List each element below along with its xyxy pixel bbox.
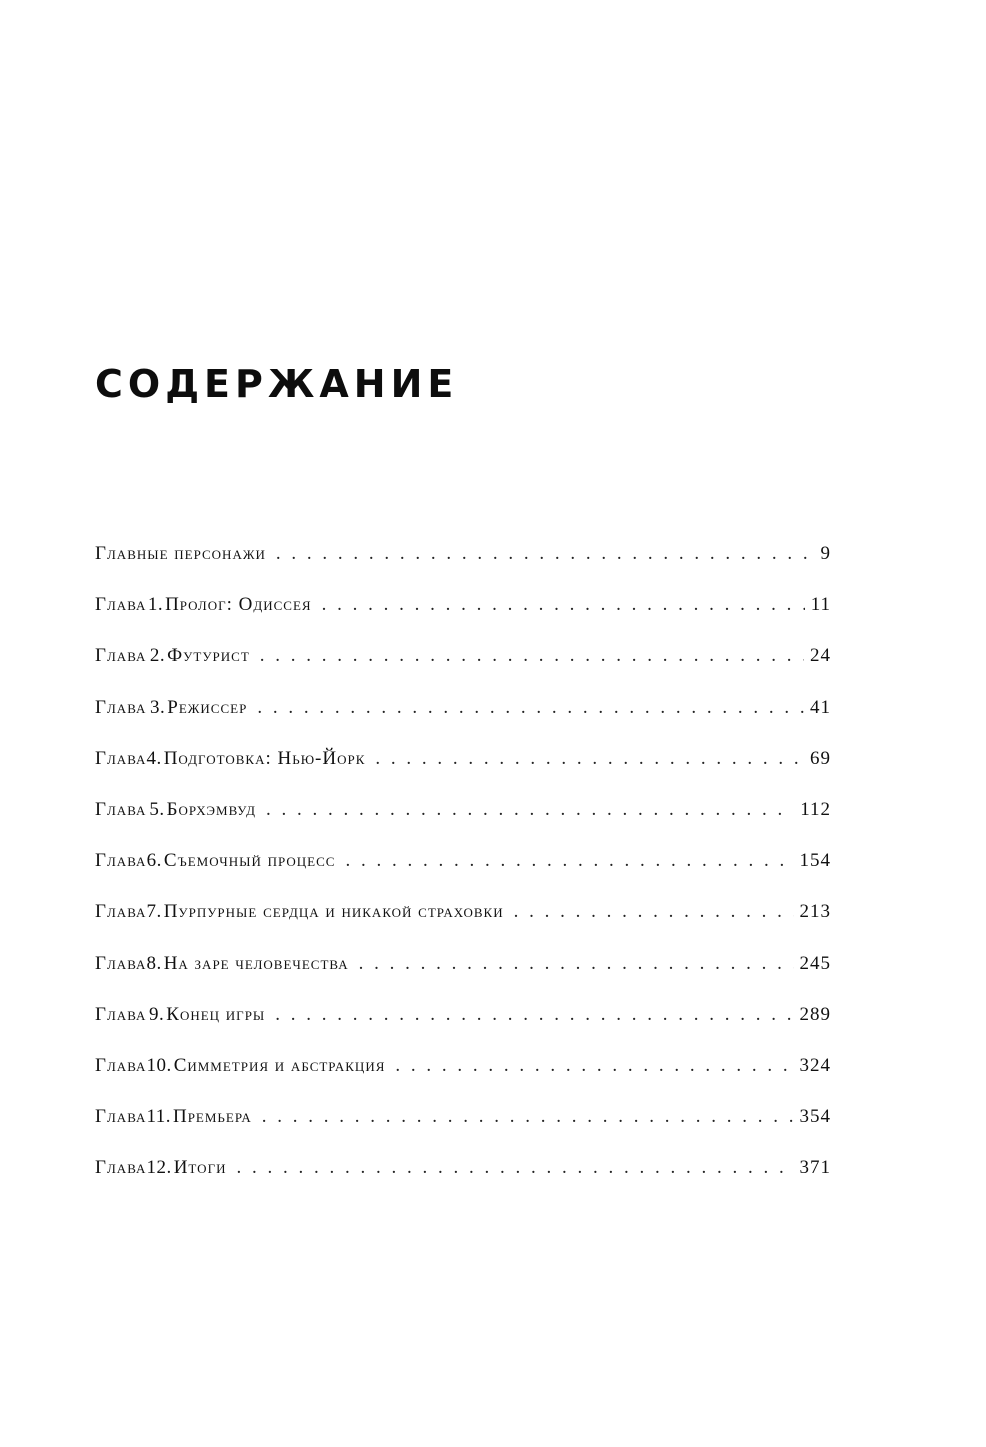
dot-leader (257, 682, 804, 733)
toc-entry-number: 3. (150, 696, 166, 718)
toc-entry-page: 289 (799, 1003, 831, 1025)
toc-entry-chapter-word: Глава (95, 1003, 147, 1025)
toc-entry-title: Пролог: Одиссея (165, 594, 312, 616)
toc-entry-title: Борхэмвуд (166, 798, 256, 820)
toc-entry-page: 24 (810, 645, 831, 667)
toc-entry-chapter-word: Глава (95, 645, 147, 667)
toc-entry-number: 2. (149, 645, 166, 667)
toc-entry-page: 354 (799, 1106, 831, 1128)
toc-entry-page: 324 (799, 1054, 831, 1076)
toc-entry-number: 8. (146, 952, 162, 974)
toc-entry-page: 213 (799, 901, 831, 923)
dot-leader (395, 1040, 793, 1091)
toc-entry-title: Премьера (172, 1106, 252, 1128)
toc-entry-chapter-11[interactable] (95, 1091, 831, 1142)
toc-entry-number: 6. (146, 850, 162, 872)
toc-entry-chapter-word: Глава (95, 747, 147, 769)
toc-entry-page: 11 (810, 594, 831, 616)
toc-entry-chapter-word: Глава (95, 952, 147, 974)
toc-entry-number: 12. (146, 1157, 172, 1179)
toc-entry-chapter-word: Глава (95, 594, 147, 616)
toc-entry-chapter-word: Глава (95, 901, 147, 923)
toc-entry-title: Режиссер (167, 696, 248, 718)
toc-entry-title: Подготовка: Нью-Йорк (163, 747, 366, 769)
toc-entry-number: 9. (149, 1003, 165, 1025)
toc-entry-title: Главные персонажи (95, 543, 266, 564)
toc-entry-page: 245 (799, 952, 831, 974)
toc-entry-chapter-1[interactable] (95, 579, 831, 630)
toc-entry-page: 9 (820, 543, 831, 564)
toc-entry-chapter-word: Глава (95, 1106, 147, 1128)
toc-entry-number: 5. (149, 798, 165, 820)
toc-entry-title: Съемочный процесс (163, 850, 336, 872)
toc-entry-chapter-8[interactable] (95, 938, 831, 989)
dot-leader (514, 886, 794, 937)
toc-entry-chapter-word: Глава (95, 1157, 147, 1179)
toc-entry-page: 69 (810, 747, 831, 769)
toc-entry-chapter-word: Глава (95, 696, 147, 718)
toc-entry-chapter-4[interactable] (95, 733, 831, 784)
dot-leader (266, 784, 794, 835)
toc-entry-page: 154 (799, 850, 831, 872)
dot-leader (345, 835, 793, 886)
toc-entry-chapter-3[interactable] (95, 682, 831, 733)
toc-entry-chapter-12[interactable] (95, 1142, 831, 1193)
toc-entry-title: Футурист (167, 645, 250, 667)
toc-entry-characters[interactable] (95, 528, 831, 579)
toc-entry-chapter-2[interactable] (95, 630, 831, 681)
toc-entry-chapter-10[interactable] (95, 1040, 831, 1091)
toc-entry-page: 41 (810, 696, 831, 718)
toc-entry-number: 4. (146, 747, 162, 769)
dot-leader (236, 1142, 793, 1193)
dot-leader (276, 528, 815, 579)
toc-entry-title: Симметрия и абстракция (173, 1054, 386, 1076)
toc-entry-title: На заре человечества (163, 952, 349, 974)
toc-list (95, 528, 831, 1193)
dot-leader (359, 938, 794, 989)
dot-leader (322, 579, 805, 630)
dot-leader (275, 989, 793, 1040)
toc-entry-page: 371 (799, 1157, 831, 1179)
toc-entry-title: Итоги (173, 1157, 227, 1179)
toc-entry-chapter-word: Глава (95, 798, 147, 820)
dot-leader (375, 733, 804, 784)
toc-entry-chapter-6[interactable] (95, 835, 831, 886)
toc-entry-chapter-5[interactable] (95, 784, 831, 835)
toc-entry-title: Конец игры (166, 1003, 266, 1025)
toc-entry-number: 1. (147, 594, 164, 616)
toc-entry-chapter-9[interactable] (95, 989, 831, 1040)
toc-entry-number: 11. (146, 1106, 171, 1128)
page-title: СОДЕРЖАНИЕ (95, 362, 459, 406)
toc-entry-chapter-word: Глава (95, 850, 147, 872)
dot-leader (260, 630, 804, 681)
toc-entry-number: 7. (146, 901, 162, 923)
dot-leader (262, 1091, 794, 1142)
toc-entry-chapter-word: Глава (95, 1054, 147, 1076)
toc-entry-chapter-7[interactable] (95, 886, 831, 937)
toc-entry-number: 10. (146, 1054, 172, 1076)
toc-entry-page: 112 (800, 798, 831, 820)
toc-entry-title: Пурпурные сердца и никакой страховки (163, 901, 504, 923)
